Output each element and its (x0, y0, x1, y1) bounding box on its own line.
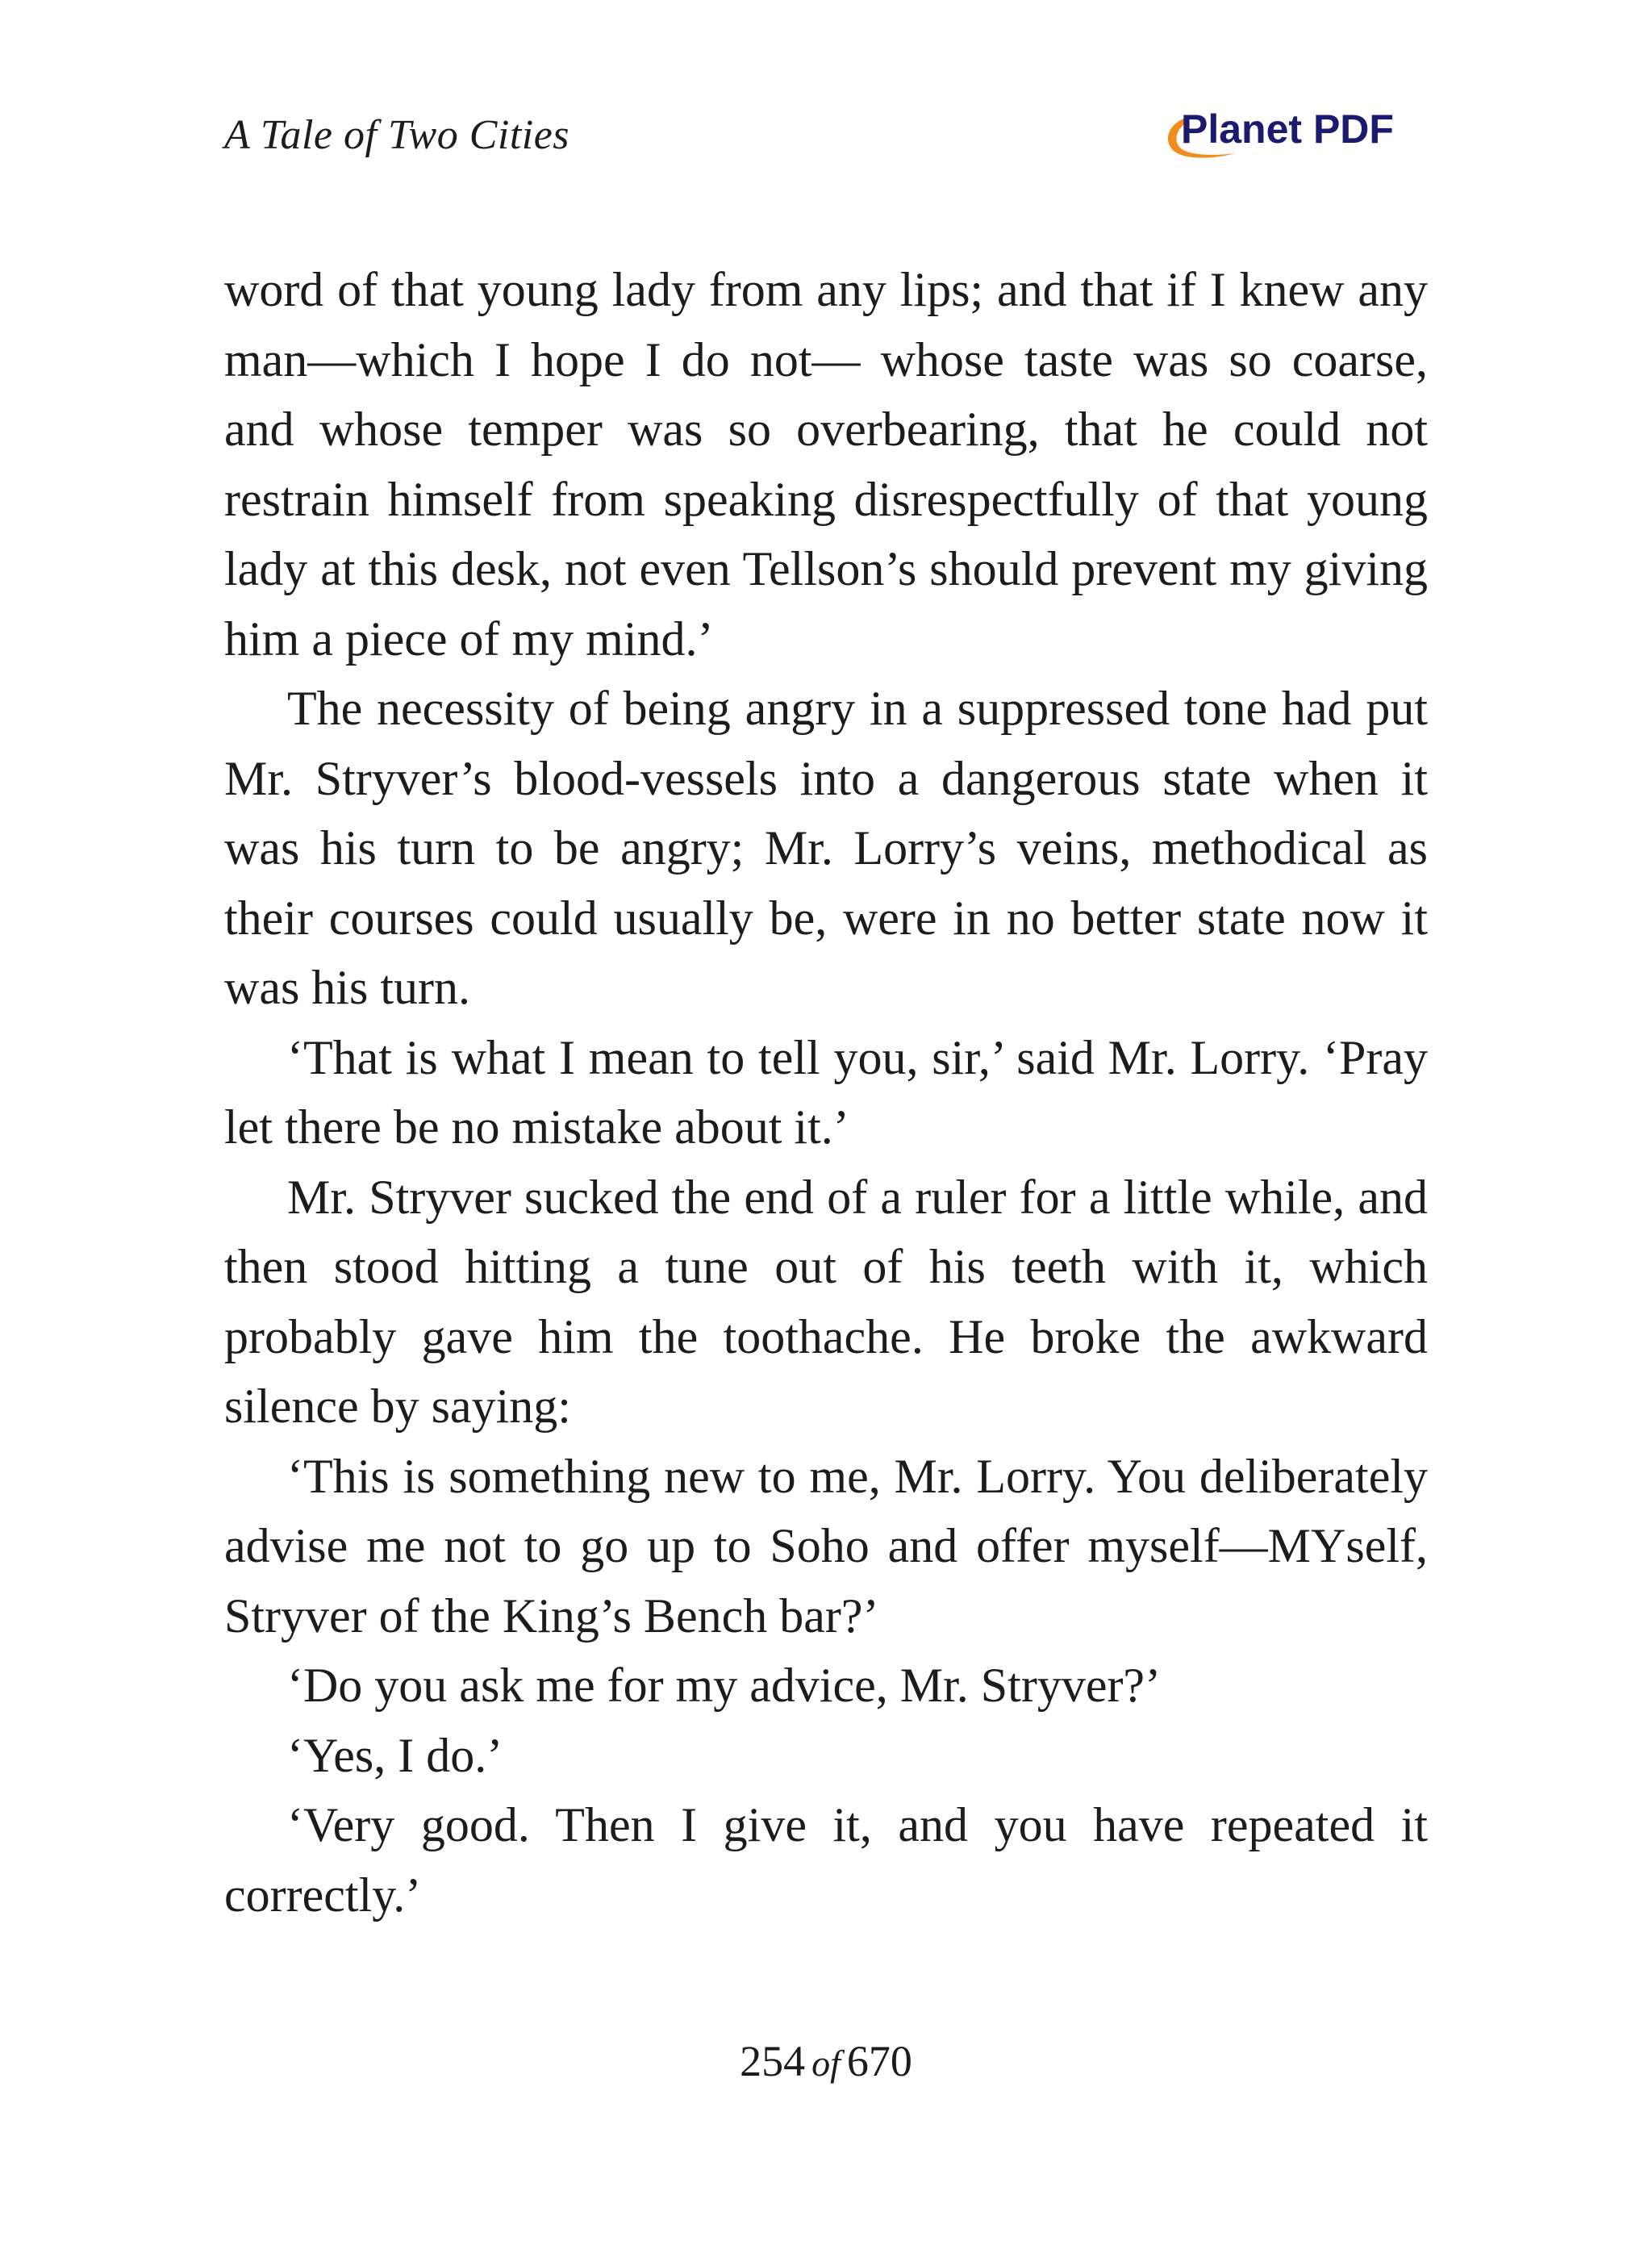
page-current: 254 (740, 2037, 806, 2085)
running-title: A Tale of Two Cities (224, 112, 570, 158)
page-of-label: of (811, 2043, 841, 2084)
paragraph: ‘That is what I mean to tell you, sir,’ said Mr. Lorry. ‘Pray let there be no mistake about it.’ (224, 1030, 1428, 1154)
paragraph: The necessity of being angry in a suppressed tone had put Mr. Stryver’s blood-vessels into a dangerous state when it was his turn to be angry; Mr. Lorry’s veins, methodical as their courses could usually be, were in no better state now it was his turn. (224, 682, 1428, 1014)
logo-text: Planet PDF (1181, 106, 1394, 152)
paragraph: Mr. Stryver sucked the end of a ruler for a little while, and then stood hitting a tune out of his teeth with it, which probably gave him the toothache. He broke the awkward silence by saying: (224, 1170, 1428, 1433)
page-total: 670 (846, 2037, 912, 2085)
page-body (224, 255, 1428, 1930)
paragraph: ‘Yes, I do.’ (287, 1728, 503, 1782)
planet-pdf-logo (1162, 100, 1428, 173)
page-number (0, 2029, 1652, 2096)
paragraph: ‘Do you ask me for my advice, Mr. Stryver?’ (287, 1659, 1162, 1712)
paragraph: word of that young lady from any lips; and that if I knew any man—which I hope I do not— whose taste was so coarse, and whose temper was so overbearing, that he could not restrain himself from speaking disrespectfully of that young lady at this desk, not even Tellson’s should prevent my giving him a piece of my mind.’ (224, 263, 1428, 666)
paragraph: ‘This is something new to me, Mr. Lorry. You deliberately advise me not to go up to Soho and offer myself—MYself, Stryver of the King’s Bench bar?’ (224, 1449, 1428, 1642)
paragraph: ‘Very good. Then I give it, and you have repeated it correctly.’ (224, 1798, 1428, 1922)
